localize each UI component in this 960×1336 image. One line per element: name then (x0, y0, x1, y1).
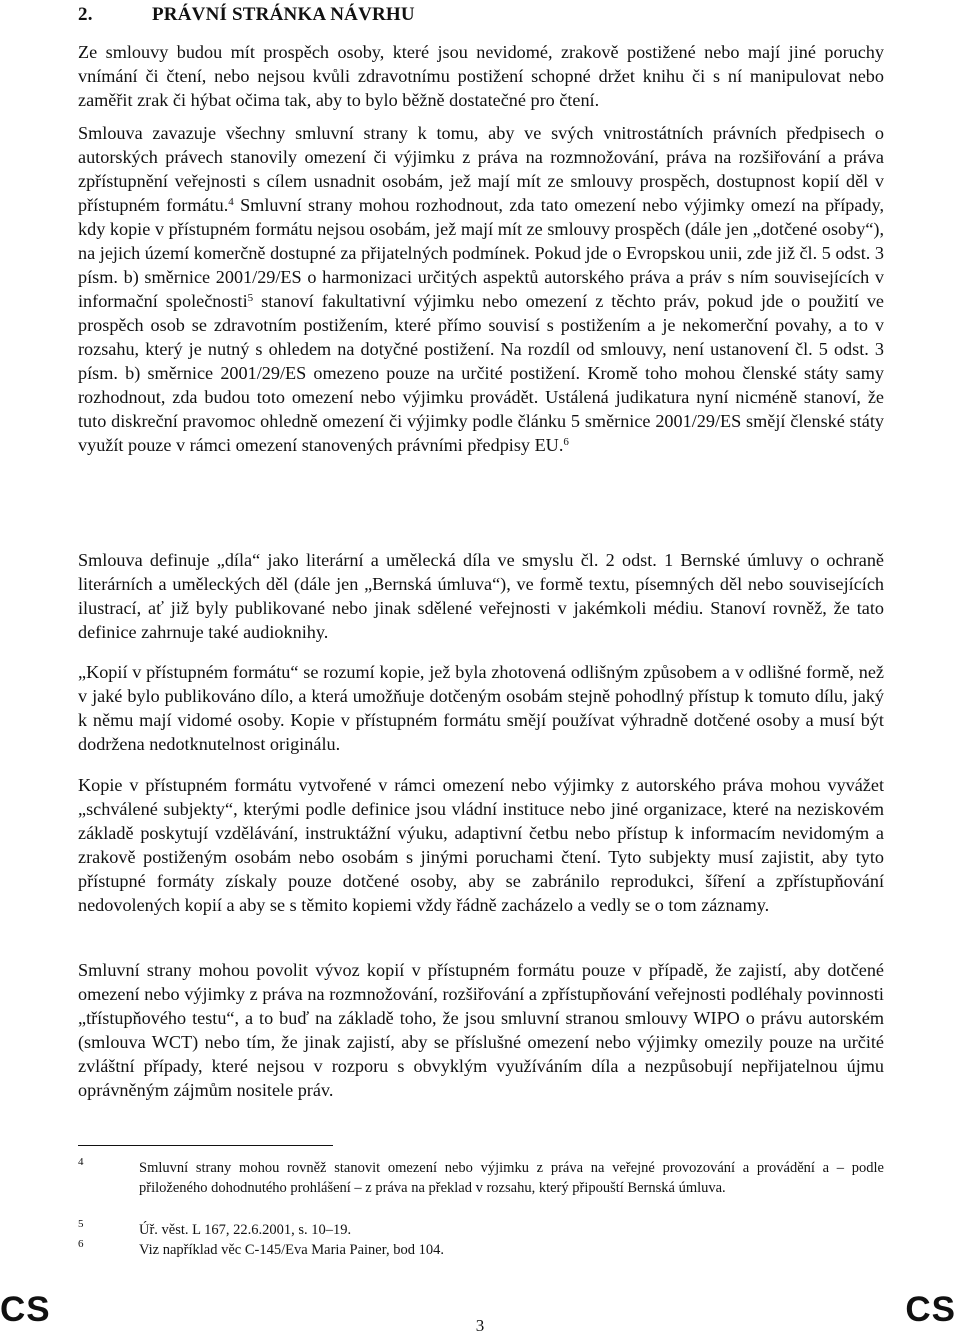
footnote-text: Smluvní strany mohou rovněž stanovit omezení nebo výjimku z práva na veřejné provozování a provádění a – podle přiloženého dohodnutého prohlášení – z práva na překlad v rozsahu, který připouští Bernská úmluva. (139, 1160, 884, 1196)
paragraph-obligations-part-a: Smlouva zavazuje všechny smluvní strany k tomu, aby ve svých vnitrostátních právních předpisech o autorských právech stanovily omezení či výjimku z práva na rozmnožování, práva na rozšiřování a práva zpřístupnění veřejnosti s cílem usnadnit osobám, jež mají mít ze smlouvy prospěch, dostupnost kopií děl v přístupném formátu. (78, 123, 884, 215)
section-title: PRÁVNÍ STRÁNKA NÁVRHU (152, 4, 415, 25)
footnote-6 (78, 1240, 884, 1260)
section-number: 2. (78, 4, 93, 25)
footnote-text: Úř. věst. L 167, 22.6.2001, s. 10–19. (139, 1222, 352, 1238)
footnote-number: 6 (78, 1238, 84, 1250)
footnote-number: 4 (78, 1156, 84, 1168)
paragraph-export: Smluvní strany mohou povolit vývoz kopií v přístupném formátu pouze v případě, že zajistí, aby dotčené omezení nebo výjimky z práva na rozmnožování, rozšiřování a zpřístupňování veřejnosti podléhaly povinnosti „třístupňového testu“, a to buď na základě toho, že jsou smluvní stranou smlouvy WIPO o právu autorském (smlouva WCT) nebo tím, že jinak zajistí, aby se příslušné omezení nebo výjimky omezily pouze na určité zvláštní případy, které nejsou v rozporu s obvyklým využíváním díla a nezpůsobují nepřijatelnou újmu oprávněným zájmům nositele práv. (78, 960, 884, 1100)
paragraph-obligations-part-b: Smluvní strany mohou rozhodnout, zda tato omezení nebo výjimky omezí na případy, kdy kopie v přístupném formátu nejsou osobám, jež mají mít ze smlouvy prospěch (dále jen „dotčené osoby“), na jejich území komerčně dostupné za přijatelných podmínek. Pokud jde o Evropskou unii, zde již čl. 5 odst. 3 písm. b) směrnice 2001/29/ES o harmonizaci určitých aspektů autorského práva a práv s ním souvisejících v informační společnosti (78, 195, 884, 311)
paragraph-authorized-entities: Kopie v přístupném formátu vytvořené v rámci omezení nebo výjimky z autorského práva mohou vyvážet „schválené subjekty“, kterými podle definice jsou vládní instituce nebo jiné organizace, které na neziskovém základě poskytují vzdělávání, instruktážní výuku, adaptivní četbu nebo přístup k informacím nevidomým a zrakově postiženým osobám nebo osobám s jinými poruchami čtení. Tyto subjekty musí zajistit, aby tyto přístupné formáty získaly pouze dotčené osoby, aby se zabránilo reprodukci, šíření a zpřístupňování nedovolených kopií a aby se s těmito kopiemi vždy řádně zacházelo a vedly se o tom záznamy. (78, 775, 884, 915)
paragraph-beneficiaries: Ze smlouvy budou mít prospěch osoby, které jsou nevidomé, zrakově postižené nebo mají jiné poruchy vnímání či čtení, nebo nejsou kvůli zdravotnímu postižení schopné držet knihu či s ní manipulovat nebo zaměřit zrak či hýbat očima tak, aby to bylo běžně dostatečné pro čtení. (78, 42, 884, 110)
footnote-text: Viz například věc C-145/Eva Maria Painer, bod 104. (139, 1242, 444, 1258)
footnote-number: 5 (78, 1218, 84, 1230)
footnote-4 (78, 1158, 884, 1198)
footnote-ref-4[interactable]: 4 (228, 196, 234, 208)
page-number: 3 (475, 1316, 485, 1335)
footnote-divider (78, 1145, 333, 1146)
paragraph-works-definition: Smlouva definuje „díla“ jako literární a umělecká díla ve smyslu čl. 2 odst. 1 Bernské úmluvy o ochraně literárních a uměleckých děl (dále jen „Bernská úmluva“), ve formě textu, písemných děl nebo souvisejících ilustrací, ať již byly publikované nebo jinak sdělené veřejnosti v jakémkoli médiu. Stanoví rovněž, že tato definice zahrnuje také audioknihy. (78, 550, 884, 642)
footnote-ref-5[interactable]: 5 (247, 292, 254, 304)
language-code-left: CS (0, 1290, 51, 1329)
footnote-5 (78, 1220, 884, 1240)
language-code-right: CS (905, 1290, 956, 1329)
paragraph-accessible-format: „Kopií v přístupném formátu“ se rozumí kopie, jež byla zhotovená odlišným způsobem a v odlišné formě, než v jaké bylo publikováno dílo, a která umožňuje dotčeným osobám stejně pohodlný přístup k tomuto dílu, jaký k němu mají vidomé osoby. Kopie v přístupném formátu smějí používat výhradně dotčené osoby a musí být dodržena nedotknutelnost originálu. (78, 662, 884, 754)
footnote-ref-6[interactable]: 6 (563, 436, 569, 448)
paragraph-obligations-part-c: stanoví fakultativní výjimku nebo omezení z těchto práv, pokud jde o použití ve prospěch osob se zdravotním postižením, které přímo souvisí s postižením a je nekomerční povahy, a to v rozsahu, který je nutný s ohledem na dotyčné postižení. Na rozdíl od smlouvy, není ustanovení čl. 5 odst. 3 písm. b) směrnice 2001/29/ES omezeno pouze na určité postižení. Kromě toho mohou členské státy samy rozhodnout, zda budou toto omezení nebo výjimku provádět. Ustálená judikatura nyní nicméně stanoví, že tuto diskreční pravomoc ohledně omezení či výjimky podle článku 5 směrnice 2001/29/ES smějí členské státy využít pouze v rámci omezení stanovených právními předpisy EU. (78, 291, 884, 455)
paragraph-obligations (78, 121, 884, 457)
